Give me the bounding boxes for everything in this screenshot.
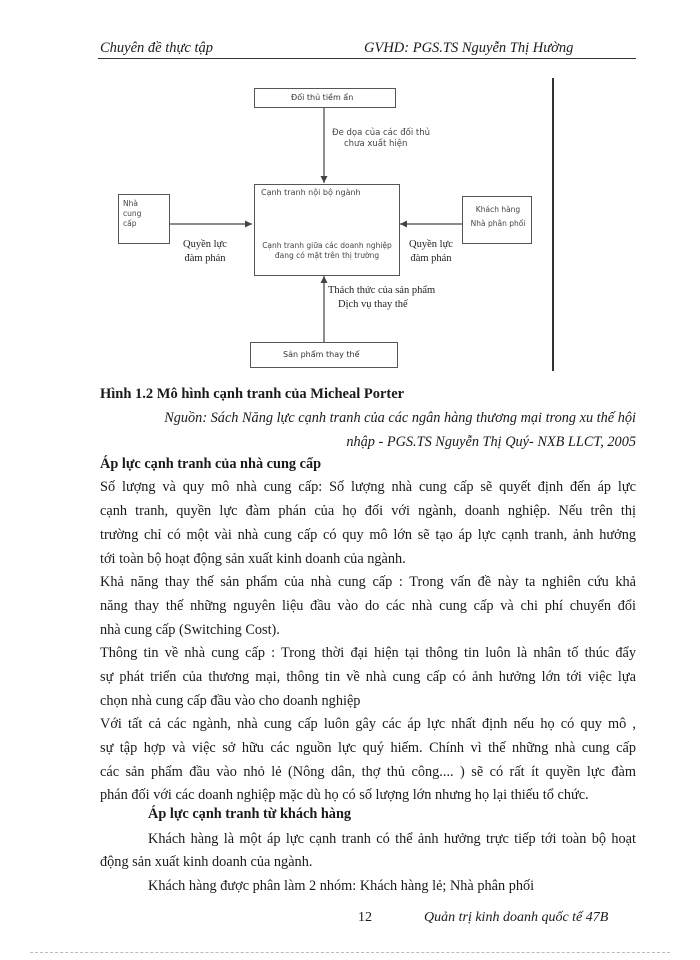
substitute-threat-line2: Dịch vụ thay thế: [338, 298, 408, 310]
body-line: các sản phẩm đầu vào nhỏ lẻ (Nông dân, thợ thủ công.... ) sẽ có rất ít quyền lực đàm: [100, 764, 636, 780]
footer-rule: [30, 952, 670, 953]
rivalry-desc-line2: đang có mặt trên thị trường: [274, 251, 380, 261]
threat-new-line2: chưa xuất hiện: [344, 139, 408, 150]
body-line: phán đối với các doanh nghiệp mặc dù họ có số lượng lớn nhưng họ lại thiếu tổ chức.: [100, 787, 589, 803]
threat-new-line1: Đe dọa của các đối thủ: [332, 128, 431, 138]
source-line-2: nhập - PGS.TS Nguyễn Thị Quý- NXB LLCT, 2005: [346, 434, 636, 450]
rivalry-desc-line1: Cạnh tranh giữa các doanh nghiệp: [262, 241, 392, 250]
buyer-bargaining-line1: Quyền lực: [409, 239, 453, 250]
box-substitutes: [250, 342, 398, 368]
page-number: 12: [358, 910, 372, 925]
box-industry-rivalry: [254, 184, 400, 276]
figure-caption: Hình 1.2 Mô hình cạnh tranh của Micheal Porter: [100, 386, 405, 402]
body-line: chọn nhà cung cấp đầu vào cho doanh nghiệp: [100, 693, 361, 709]
customers-label: [467, 205, 529, 229]
supplier-bargaining-line1: Quyền lực: [183, 239, 227, 250]
suppliers-line2: cung: [123, 209, 142, 219]
customers-line2: Nhà phân phối: [470, 219, 526, 229]
body-line: cạnh tranh, quyền lực đàm phán của họ đối với ngành, doanh nghiệp. Nếu trên thị: [100, 503, 636, 519]
body-line: động sản xuất kinh doanh của ngành.: [100, 854, 313, 870]
box-potential-entrants: [254, 88, 396, 108]
substitute-threat-label: [328, 284, 468, 311]
header-right: GVHD: PGS.TS Nguyễn Thị Hường: [364, 40, 574, 56]
section-heading-customers: Áp lực cạnh tranh từ khách hàng: [148, 806, 352, 822]
body-line: Khách hàng là một áp lực cạnh tranh có thể ảnh hưởng trực tiếp tới toàn bộ hoạt: [148, 831, 636, 847]
customers-line1: Khách hàng: [475, 205, 521, 214]
source-line-1: Nguồn: Sách Năng lực cạnh tranh của các ngân hàng thương mại trong xu thế hội: [164, 410, 636, 426]
suppliers-label: [123, 199, 163, 229]
body-line: sự tập hợp và việc sở hữu các nguồn lực quý hiếm. Chính vì thế những nhà cung cấp: [100, 740, 636, 756]
footer-right: Quản trị kinh doanh quốc tế 47B: [424, 910, 609, 925]
body-line: nhà cung cấp (Switching Cost).: [100, 622, 280, 638]
box-substitutes-label: Sản phẩm thay thế: [283, 350, 360, 359]
body-line: tới toàn bộ hoạt động sản xuất kinh doanh của ngành.: [100, 551, 406, 567]
buyer-bargaining-label: [398, 238, 464, 265]
body-line: Với tất cả các ngành, nhà cung cấp luôn gây các áp lực nhất định nếu họ có quy mô ,: [100, 716, 636, 732]
body-line: Khách hàng được phân làm 2 nhóm: Khách hàng lẻ; Nhà phân phối: [148, 878, 535, 894]
header-left: Chuyên đề thực tập: [100, 40, 214, 56]
suppliers-line1: Nhà: [123, 199, 138, 208]
box-suppliers: [118, 194, 170, 244]
body-line: sự phát triển của thương mại, thông tin về nhà cung cấp có ảnh hưởng lớn tới việc lựa: [100, 669, 636, 685]
threat-new-entrants: [332, 128, 462, 151]
rivalry-desc: [255, 241, 399, 261]
body-line: Thông tin về nhà cung cấp : Trong thời đại hiện tại thông tin luôn là nhân tố thúc đẩy: [100, 645, 636, 661]
body-line: trường chỉ có một vài nhà cung cấp có quy mô lớn sẽ tạo áp lực cạnh tranh, ảnh hưởng: [100, 527, 636, 543]
section-heading-suppliers: Áp lực cạnh tranh của nhà cung cấp: [100, 456, 322, 472]
body-line: Số lượng và quy mô nhà cung cấp: Số lượng nhà cung cấp sẽ quyết định đến áp lực: [100, 479, 636, 495]
body-line: năng thay thế những nguyên liệu đầu vào do các nhà cung cấp và chi phí chuyển đổi: [100, 598, 636, 614]
box-potential-entrants-label: Đối thủ tiềm ẩn: [291, 93, 354, 102]
box-customers: [462, 196, 532, 244]
body-line: Khả năng thay thế sản phẩm của nhà cung cấp : Trong vấn đề này ta nghiên cứu khả: [100, 574, 636, 590]
rivalry-title: Cạnh tranh nội bộ ngành: [261, 188, 361, 197]
suppliers-line3: cấp: [123, 219, 137, 229]
buyer-bargaining-line2: đàm phán: [410, 252, 452, 264]
substitute-threat-line1: Thách thức của sản phẩm: [328, 285, 436, 296]
supplier-bargaining-label: [170, 238, 240, 265]
supplier-bargaining-line2: đàm phán: [184, 252, 226, 264]
